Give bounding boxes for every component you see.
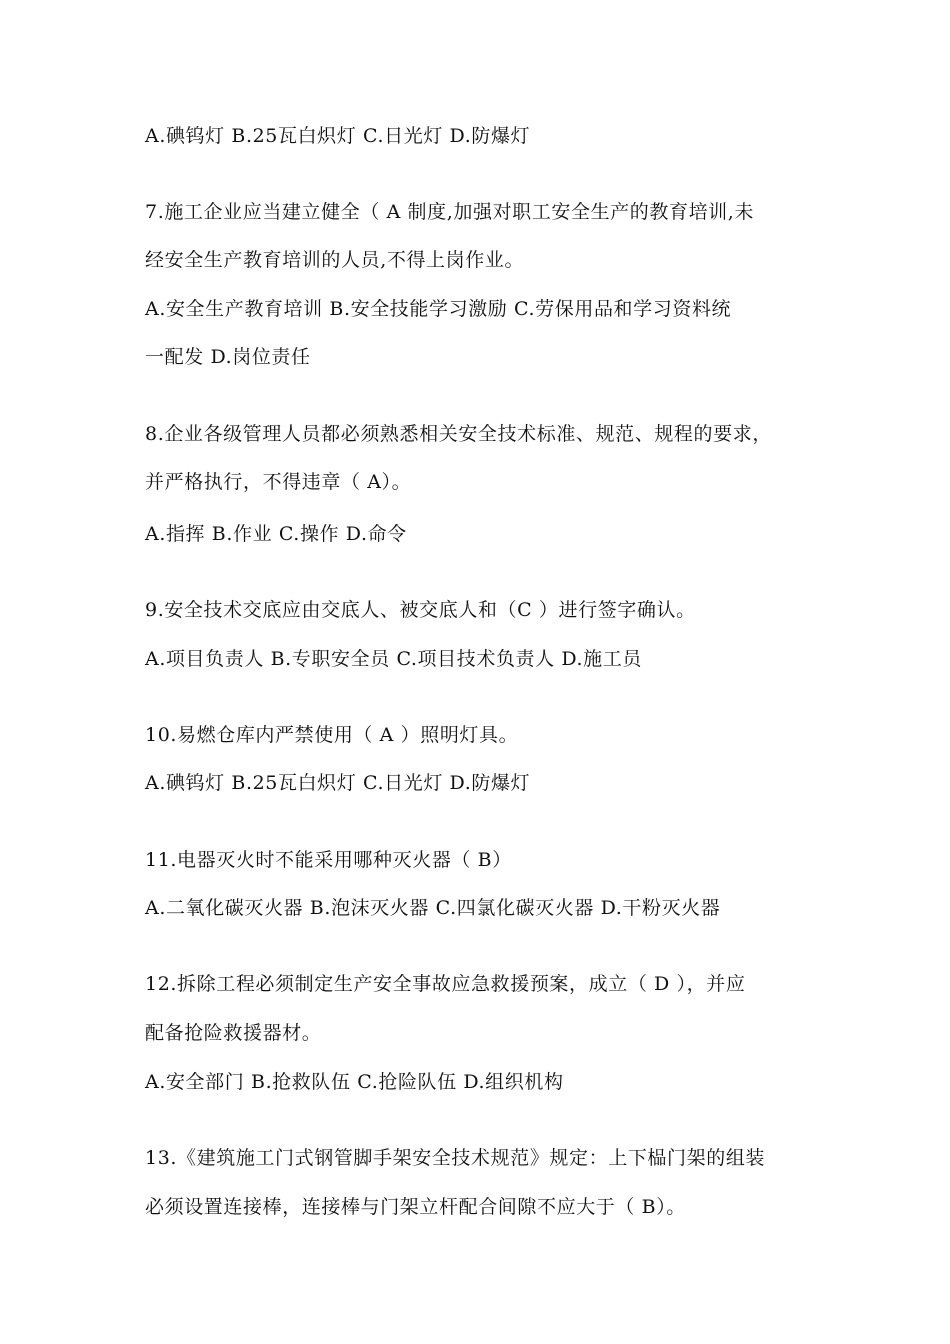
q12-options: A.安全部门 B.抢救队伍 C.抢险队伍 D.组织机构 (145, 1071, 564, 1093)
q7-options-line-1: A.安全生产教育培训 B.安全技能学习激励 C.劳保用品和学习资料统 (145, 298, 732, 320)
q13-text-line-2: 必须设置连接棒，连接棒与门架立杆配合间隙不应大于（ B）。 (145, 1196, 686, 1218)
q9-text: 9.安全技术交底应由交底人、被交底人和（C ）进行签字确认。 (145, 599, 696, 621)
q7-text-line-1: 7.施工企业应当建立健全（ A 制度,加强对职工安全生产的教育培训,未 (145, 201, 755, 223)
q10-text: 10.易燃仓库内严禁使用（ A ）照明灯具。 (145, 724, 519, 746)
q6-options: A.碘钨灯 B.25瓦白炽灯 C.日光灯 D.防爆灯 (145, 125, 531, 147)
q12-text-line-1: 12.拆除工程必须制定生产安全事故应急救援预案，成立（ D ），并应 (145, 973, 746, 995)
q7-options-line-2: 一配发 D.岗位责任 (145, 346, 311, 368)
q12-text-line-2: 配备抢险救援器材。 (145, 1022, 322, 1044)
q8-text-line-2: 并严格执行，不得违章（ A）。 (145, 471, 412, 493)
q8-text-line-1: 8.企业各级管理人员都必须熟悉相关安全技术标准、规范、规程的要求， (145, 423, 772, 445)
q11-options: A.二氧化碳灭火器 B.泡沫灭火器 C.四氯化碳灭火器 D.干粉灭火器 (145, 897, 721, 919)
q10-options: A.碘钨灯 B.25瓦白炽灯 C.日光灯 D.防爆灯 (145, 772, 531, 794)
q7-text-line-2: 经安全生产教育培训的人员,不得上岗作业。 (145, 249, 525, 271)
q9-options: A.项目负责人 B.专职安全员 C.项目技术负责人 D.施工员 (145, 648, 642, 670)
q8-options: A.指挥 B.作业 C.操作 D.命令 (145, 523, 407, 545)
q13-text-line-1: 13.《建筑施工门式钢管脚手架安全技术规范》规定：上下榀门架的组装 (145, 1147, 766, 1169)
q11-text: 11.电器灭火时不能采用哪种灭火器（ B） (145, 849, 512, 871)
